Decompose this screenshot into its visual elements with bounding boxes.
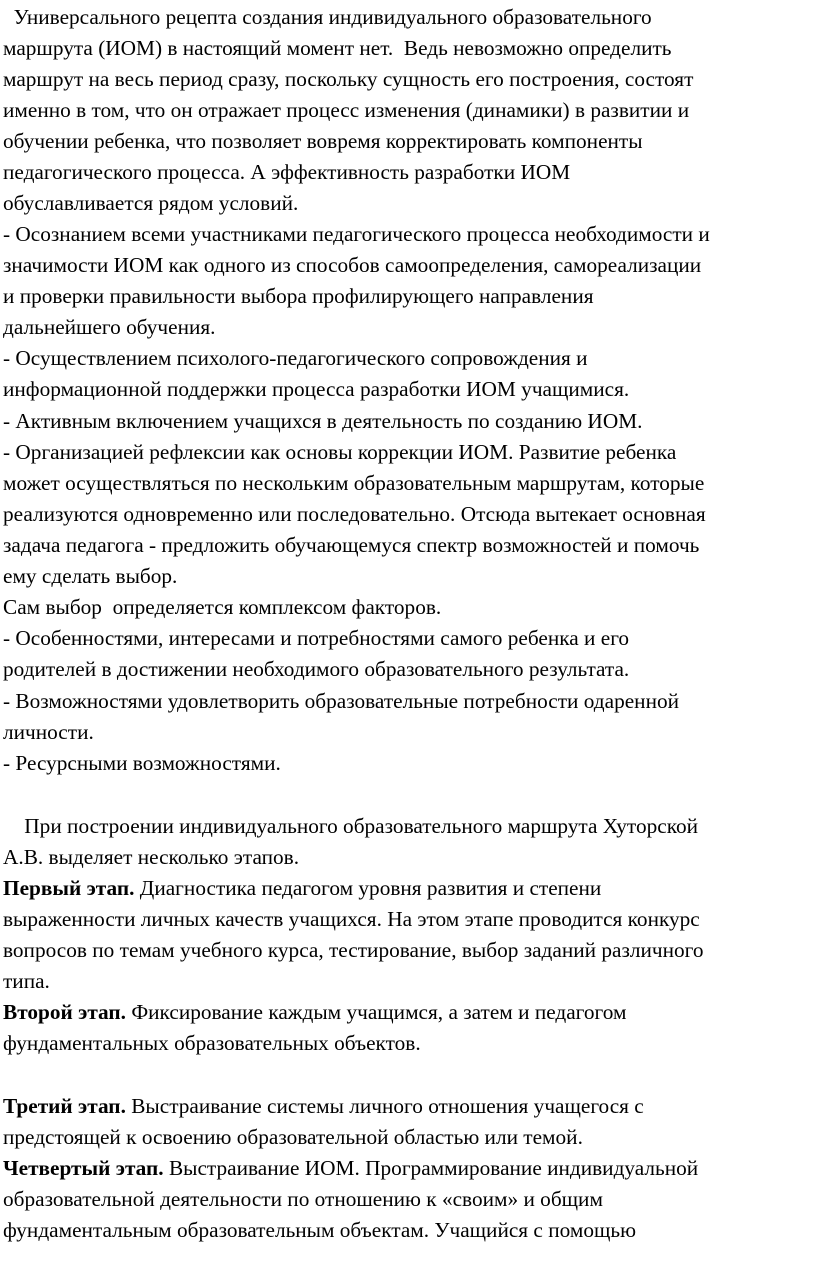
stage-2-line-2: фундаментальных образовательных объектов. (3, 1031, 421, 1055)
stage-3-title: Третий этап. (3, 1094, 126, 1118)
stage-4-title: Четвертый этап. (3, 1156, 164, 1180)
stage-1-line-3: вопросов по темам учебного курса, тестирование, выбор заданий различного (3, 938, 704, 962)
paragraph-1-line-2: маршрута (ИОМ) в настоящий момент нет. Ведь невозможно определить (3, 36, 672, 60)
condition-line-9: может осуществляться по нескольким образовательным маршрутам, которые (3, 471, 705, 495)
paragraph-2-line-2: А.В. выделяет несколько этапов. (3, 845, 300, 869)
condition-line-8: - Организацией рефлексии как основы коррекции ИОМ. Развитие ребенка (3, 440, 677, 464)
stage-1-text: Диагностика педагогом уровня развития и степени (134, 876, 602, 900)
condition-line-2: значимости ИОМ как одного из способов самоопределения, самореализации (3, 253, 702, 277)
stage-3-text: Выстраивание системы личного отношения учащегося с (125, 1094, 644, 1118)
stage-4-line-3: фундаментальным образовательным объектам. Учащийся с помощью (3, 1218, 636, 1242)
stage-1-line-1 (3, 873, 601, 904)
factors-line-3: родителей в достижении необходимого образовательного результата. (3, 657, 630, 681)
paragraph-1-line-1: Универсального рецепта создания индивидуального образовательного (3, 5, 652, 29)
paragraph-2-line-1: При построении индивидуального образовательного маршрута Хуторской (3, 814, 699, 838)
stage-1-line-2: выраженности личных качеств учащихся. На этом этапе проводится конкурс (3, 907, 700, 931)
paragraph-1-line-7: обуславливается рядом условий. (3, 191, 299, 215)
stage-2-title: Второй этап. (3, 1000, 127, 1024)
stage-2-line-1 (3, 997, 626, 1028)
factors-line-2: - Особенностями, интересами и потребностями самого ребенка и его (3, 626, 630, 650)
condition-line-11: задача педагога - предложить обучающемуся спектр возможностей и помочь (3, 533, 700, 557)
factors-line-6: - Ресурсными возможностями. (3, 751, 281, 775)
stage-3-line-1 (3, 1091, 644, 1122)
stage-4-line-2: образовательной деятельности по отношению к «своим» и общим (3, 1187, 603, 1211)
stage-4-text: Выстраивание ИОМ. Программирование индивидуальной (163, 1156, 699, 1180)
stage-3-line-2: предстоящей к освоению образовательной областью или темой. (3, 1125, 583, 1149)
condition-line-7: - Активным включением учащихся в деятельность по созданию ИОМ. (3, 409, 643, 433)
condition-line-4: дальнейшего обучения. (3, 315, 216, 339)
condition-line-6: информационной поддержки процесса разработки ИОМ учащимися. (3, 377, 630, 401)
stage-2-text: Фиксирование каждым учащимся, а затем и педагогом (126, 1000, 627, 1024)
stage-4-line-1 (3, 1153, 698, 1184)
paragraph-1-line-5: обучении ребенка, что позволяет вовремя корректировать компоненты (3, 129, 643, 153)
condition-line-10: реализуются одновременно или последовательно. Отсюда вытекает основная (3, 502, 706, 526)
factors-line-4: - Возможностями удовлетворить образовательные потребности одаренной (3, 689, 680, 713)
condition-line-12: ему сделать выбор. (3, 564, 178, 588)
stage-1-title: Первый этап. (3, 876, 135, 900)
paragraph-1-line-3: маршрут на весь период сразу, поскольку сущность его построения, состоят (3, 67, 694, 91)
stage-1-line-4: типа. (3, 969, 50, 993)
factors-line-1: Сам выбор определяется комплексом факторов. (3, 595, 442, 619)
paragraph-1-line-4: именно в том, что он отражает процесс изменения (динамики) в развитии и (3, 98, 690, 122)
condition-line-5: - Осуществлением психолого-педагогического сопровождения и (3, 346, 588, 370)
condition-line-3: и проверки правильности выбора профилирующего направления (3, 284, 594, 308)
paragraph-1-line-6: педагогического процесса. А эффективность разработки ИОМ (3, 160, 571, 184)
factors-line-5: личности. (3, 720, 94, 744)
condition-line-1: - Осознанием всеми участниками педагогического процесса необходимости и (3, 222, 710, 246)
